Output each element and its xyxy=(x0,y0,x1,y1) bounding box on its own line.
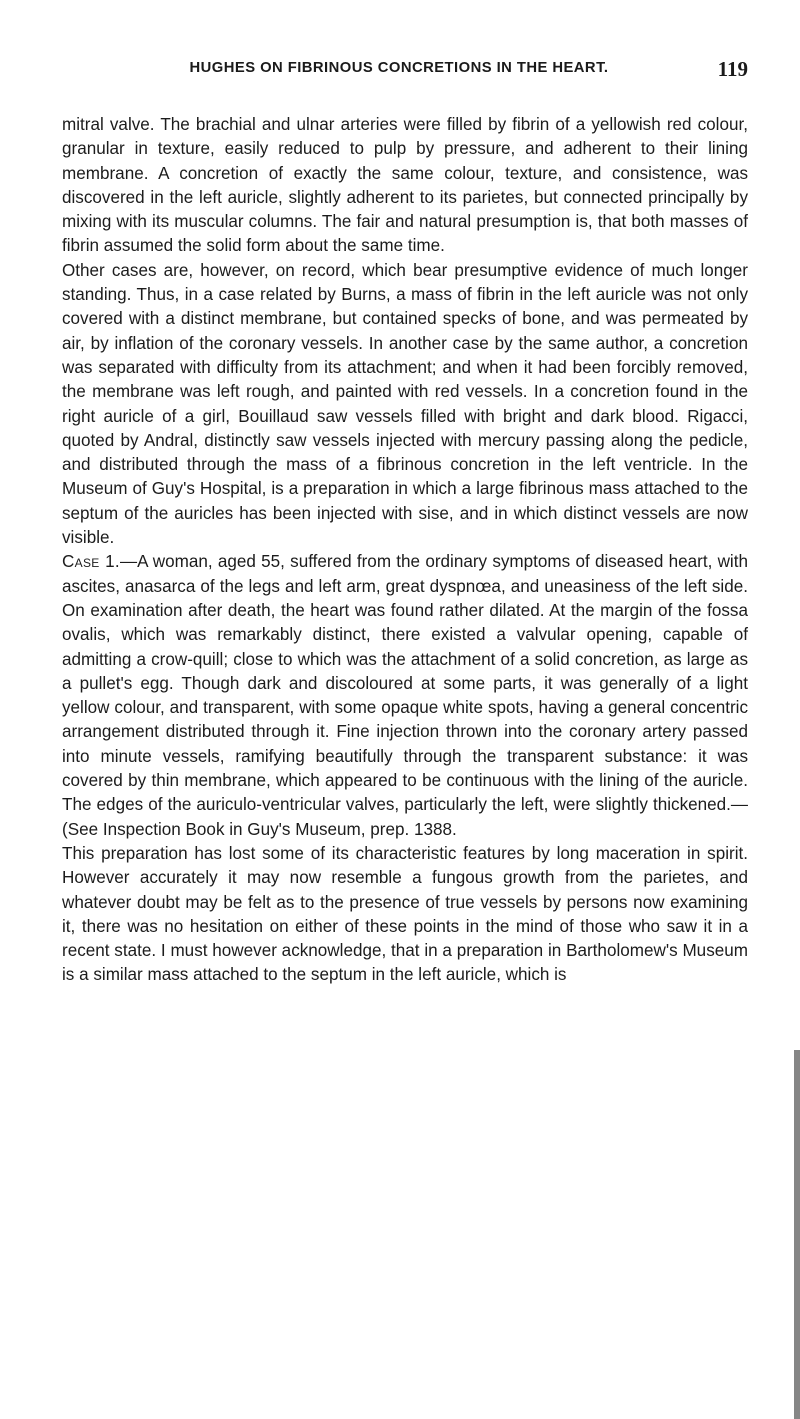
paragraph-other-cases: Other cases are, however, on record, which bear presumptive evidence of much longer standing. Thus, in a case related by Burns, a mass of fibrin in the left auricle was not only covered with a distinct membrane, but contained specks of bone, and was permeated by air, by inflation of the coronary vessels. In another case by the same author, a concretion was separated with difficulty from its attachment; and when it had been forcibly removed, the membrane was left rough, and painted with red vessels. In a concretion found in the right auricle of a girl, Bouillaud saw vessels filled with bright and dark blood. Rigacci, quoted by Andral, distinctly saw vessels injected with mercury passing along the pedicle, and distributed through the mass of a fibrinous concretion in the left ventricle. In the Museum of Guy's Hospital, is a preparation in which a large fibrinous mass attached to the septum of the auricles has been injected with sise, and in which distinct vessels are now visible. xyxy=(62,260,748,548)
paragraph-continuation: mitral valve. The brachial and ulnar arteries were filled by fibrin of a yellowish red colour, granular in texture, easily reduced to pulp by pressure, and adherent to their lining membrane. A concretion of exactly the same colour, texture, and consistence, was discovered in the left auricle, slightly adherent to its parietes, but connected principally by mixing with its muscular columns. The fair and natural presumption is, that both masses of fibrin assumed the solid form about the same time. xyxy=(62,115,748,256)
paragraph-case-1 xyxy=(62,550,748,842)
running-head-title: HUGHES ON FIBRINOUS CONCRETIONS IN THE HEART. xyxy=(189,60,609,76)
book-page xyxy=(62,57,748,988)
paragraph-closing: This preparation has lost some of its characteristic features by long maceration in spirit. However accurately it may now resemble a fungous growth from the parietes, and whatever doubt may be felt as to the presence of true vessels by persons now examining it, there was no hesitation on either of these points in the mind of those who saw it in a recent state. I must however acknowledge, that in a preparation in Bartholomew's Museum is a similar mass attached to the septum in the left auricle, which is xyxy=(62,843,748,985)
body-text xyxy=(62,113,748,988)
running-head xyxy=(62,57,748,90)
case-text: —A woman, aged 55, suffered from the ordinary symptoms of diseased heart, with ascites, anasarca of the legs and left arm, great dyspnœa, and uneasiness of the left side. On examination after death, the heart was found rather dilated. At the margin of the fossa ovalis, which was remarkably distinct, there existed a valvular opening, capable of admitting a crow-quill; close to which was the attachment of a solid concretion, as large as a pullet's egg. Though dark and discoloured at some parts, it was generally of a light yellow colour, and transparent, with some opaque white spots, having a general concentric arrangement distributed through it. Fine injection thrown into the coronary artery passed into minute vessels, ramifying beautifully through the transparent substance: it was covered by thin membrane, which appeared to be continuous with the lining of the auricle. The edges of the auriculo-ventricular valves, particularly the left, were slightly thickened.—(See Inspection Book in Guy's Museum, prep. 1388. xyxy=(62,552,748,839)
page-edge-shadow xyxy=(794,1050,800,1419)
case-label: Case 1. xyxy=(62,552,120,572)
page-number: 119 xyxy=(717,57,748,81)
